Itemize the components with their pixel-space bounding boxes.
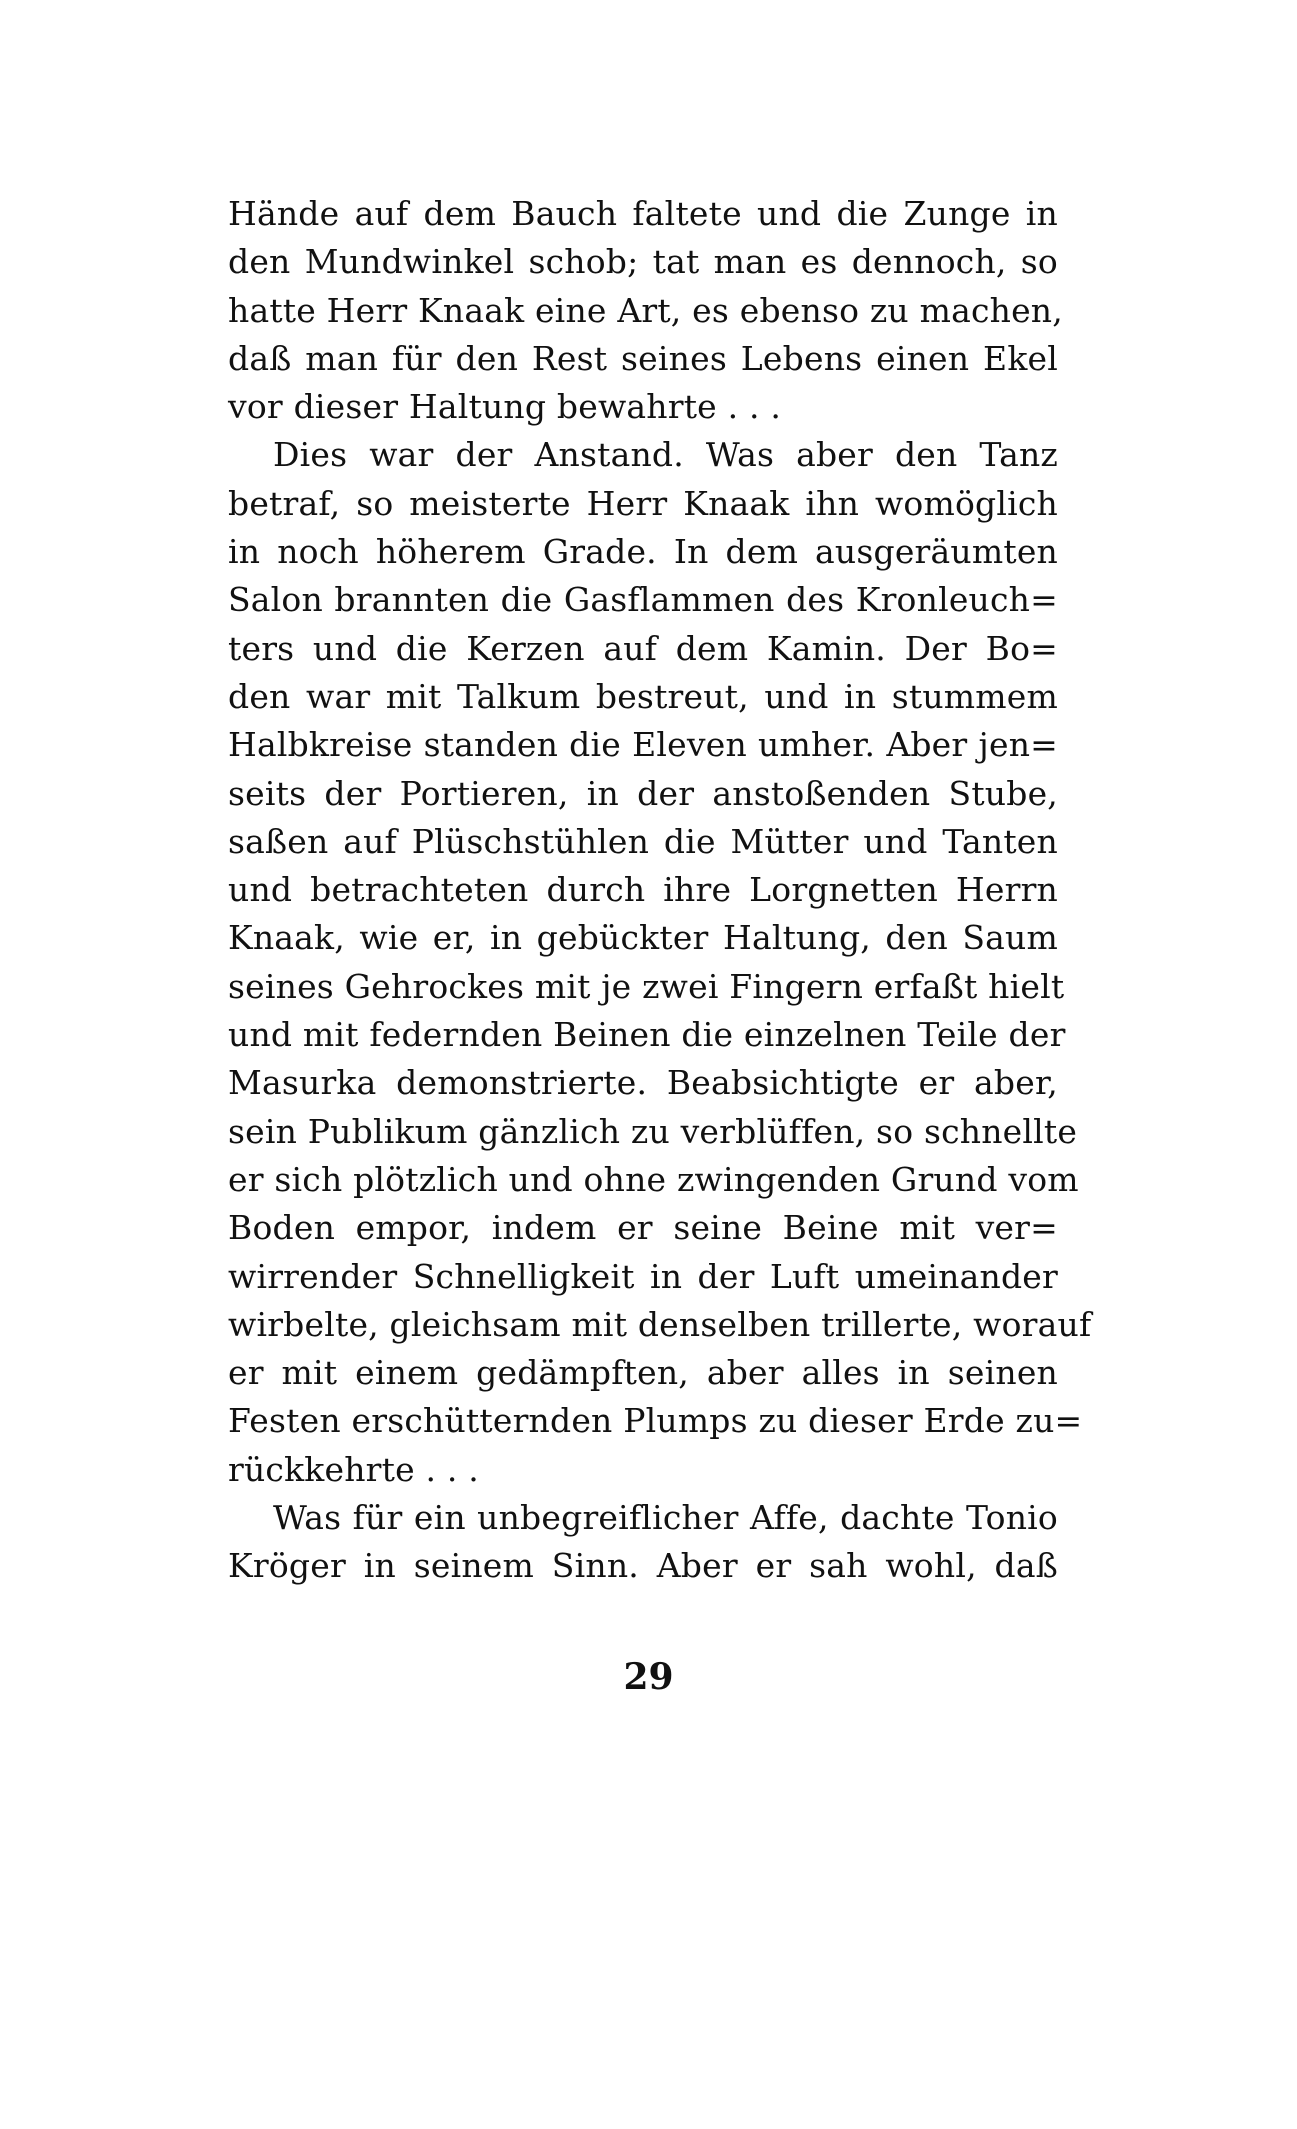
text-line-26: Festen erschütternden Plumps zu dieser Erde zu=: [228, 1401, 1083, 1441]
text-line-27: rückkehrte . . .: [228, 1449, 479, 1489]
text-line-21: er sich plötzlich und ohne zwingenden Grund vom: [228, 1159, 1079, 1199]
text-line-8: in noch höherem Grade. In dem ausgeräumten: [228, 532, 1058, 572]
text-line-16: Knaak, wie er, in gebückter Haltung, den Saum: [228, 918, 1058, 958]
body-text: [228, 190, 1092, 1591]
text-line-18: und mit federnden Beinen die einzelnen Teile der: [228, 1015, 1066, 1055]
text-line-14: saßen auf Plüschstühlen die Mütter und Tanten: [228, 821, 1058, 861]
text-line-10: ters und die Kerzen auf dem Kamin. Der Bo=: [228, 628, 1058, 668]
text-line-25: er mit einem gedämpften, aber alles in seinen: [228, 1353, 1058, 1393]
text-line-13: seits der Portieren, in der anstoßenden Stube,: [228, 773, 1058, 813]
text-line-17: seines Gehrockes mit je zwei Fingern erfaßt hielt: [228, 966, 1065, 1006]
page-number: 29: [623, 1656, 674, 1698]
text-line-15: und betrachteten durch ihre Lorgnetten Herrn: [228, 870, 1058, 910]
text-line-6: Dies war der Anstand. Was aber den Tanz: [273, 435, 1058, 475]
text-line-29: Kröger in seinem Sinn. Aber er sah wohl, daß: [228, 1546, 1058, 1586]
text-line-9: Salon brannten die Gasflammen des Kronleuch=: [228, 580, 1058, 620]
text-line-23: wirrender Schnelligkeit in der Luft umeinander: [228, 1256, 1058, 1296]
text-line-24: wirbelte, gleichsam mit denselben trillerte, worauf: [228, 1304, 1092, 1344]
text-line-2: den Mundwinkel schob; tat man es dennoch, so: [228, 242, 1058, 282]
text-line-11: den war mit Talkum bestreut, und in stummem: [228, 676, 1058, 716]
text-line-7: betraf, so meisterte Herr Knaak ihn womöglich: [228, 483, 1058, 523]
text-line-3: hatte Herr Knaak eine Art, es ebenso zu machen,: [228, 290, 1063, 330]
text-line-19: Masurka demonstrierte. Beabsichtigte er aber,: [228, 1063, 1058, 1103]
text-line-22: Boden empor, indem er seine Beine mit ver=: [228, 1208, 1058, 1248]
text-line-5: vor dieser Haltung bewahrte . . .: [228, 387, 782, 427]
text-line-20: sein Publikum gänzlich zu verblüffen, so schnellte: [228, 1111, 1078, 1151]
text-line-28: Was für ein unbegreiflicher Affe, dachte Tonio: [273, 1498, 1058, 1538]
text-line-12: Halbkreise standen die Eleven umher. Aber jen=: [228, 725, 1058, 765]
text-line-1: Hände auf dem Bauch faltete und die Zunge in: [228, 194, 1058, 233]
text-line-4: daß man für den Rest seines Lebens einen Ekel: [228, 338, 1058, 378]
